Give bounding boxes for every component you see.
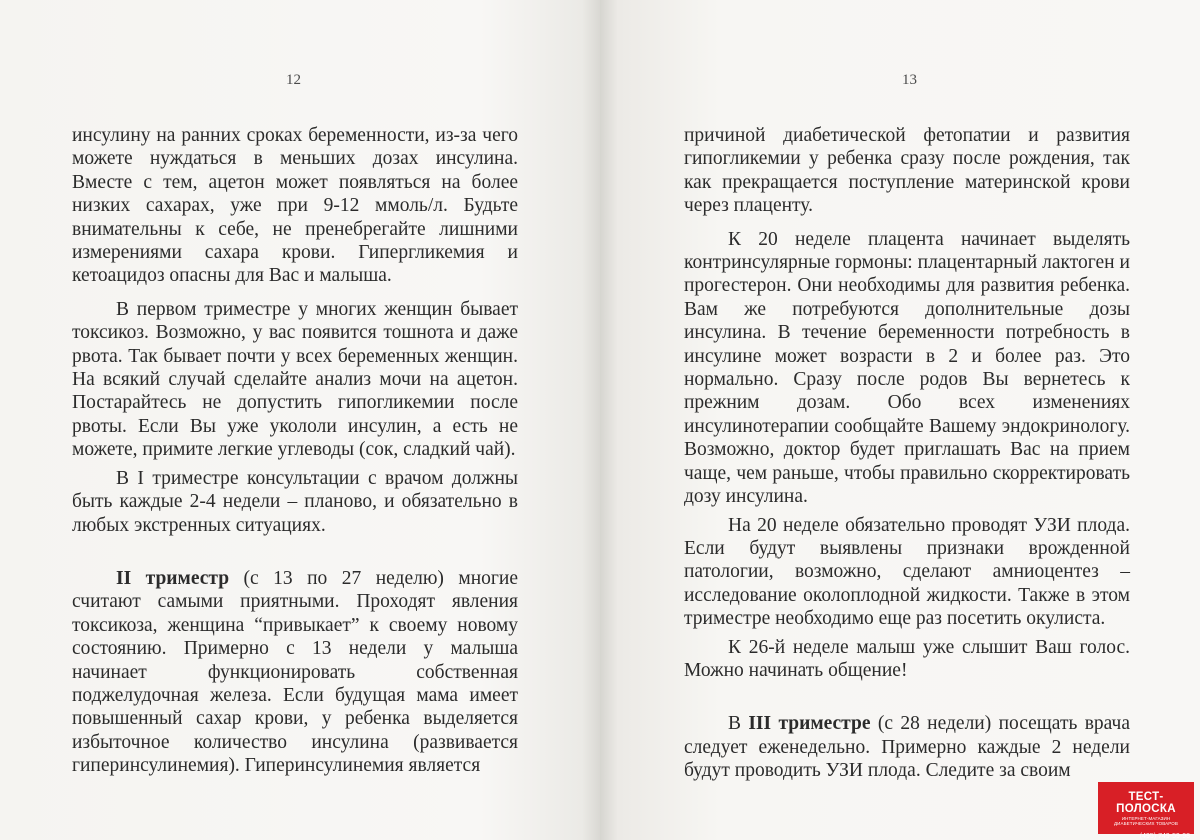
- paragraph: На 20 неделе обязательно проводят УЗИ плода. Если будут выявлены признаки врожденной патологии, возможно, сделают амниоцентез – исследование околоплодной жидкости. Также в этом триместре необходимо еще раз посетить окулиста.: [684, 514, 1130, 630]
- paragraph: В III триместре (с 28 недели) посещать врача следует еженедельно. Примерно каждые 2 недели будут проводить УЗИ плода. Следите за своим: [684, 713, 1130, 782]
- badge-title: ТЕСТ-ПОЛОСКА: [1116, 791, 1176, 815]
- right-page-text: [684, 124, 1130, 783]
- badge-subtitle: ИНТЕРНЕТ-МАГАЗИН ДИАБЕТИЧЕСКИХ ТОВАРОВ: [1114, 816, 1178, 826]
- paragraph: К 20 неделе плацента начинает выделять контринсулярные гормоны: плацентарный лактоген и прогестерон. Они необходимы для развития ребенка. Вам же потребуются дополнительные дозы инсулина. В течение беременности потребность в инсулине может возрасти в 2 и более раз. Это нормально. Сразу после родов Вы вернетесь к прежним дозам. Обо всех изменениях инсулинотерапии сообщайте Вашему эндокринологу. Возможно, доктор будет приглашать Вас на прием чаще, чем раньше, чтобы правильно скорректировать дозу инсулина.: [684, 228, 1130, 508]
- left-page-text: [72, 124, 518, 778]
- page-number-right: 13: [902, 72, 917, 88]
- store-logo-badge: [1098, 782, 1194, 840]
- page-number-left: 12: [286, 72, 301, 88]
- paragraph: В I триместре консультации с врачом должны быть каждые 2-4 недели – планово, и обязательно в любых экстренных ситуациях.: [72, 467, 518, 536]
- right-page: [600, 0, 1200, 840]
- badge-phone: (495) 749-59-98: [1139, 833, 1190, 840]
- paragraph: К 26-й неделе малыш уже слышит Ваш голос. Можно начинать общение!: [684, 636, 1130, 681]
- paragraph: инсулину на ранних сроках беременности, из-за чего можете нуждаться в меньших дозах инсулина. Вместе с тем, ацетон может появляться на более низких сахарах, уже при 9-12 ммоль/л. Будьте внимательны к себе, не пренебрегайте лишними измерениями сахара крови. Гипергликемия и кетоацидоз опасны для Вас и малыша.: [72, 125, 518, 287]
- paragraph: В первом триместре у многих женщин бывает токсикоз. Возможно, у вас появится тошнота и даже рвота. Так бывает почти у всех беременных женщин. На всякий случай сделайте анализ мочи на ацетон. Постарайтесь не допустить гипогликемии после рвоты. Если Вы уже укололи инсулин, а есть не можете, примите легкие углеводы (сок, сладкий чай).: [72, 298, 518, 461]
- paragraph: II триместр (с 13 по 27 неделю) многие считают самыми приятными. Проходят явления токсикоза, женщина “привыкает” к своему новому состоянию. Примерно с 13 недели у малыша начинает функционировать собственная поджелудочная железа. Если будущая мама имеет повышенный сахар крови, у ребенка выделяется избыточное количество инсулина (развивается гиперинсулинемия). Гиперинсулинемия является: [72, 567, 518, 777]
- heading-trimester-2: II триместр: [116, 567, 230, 589]
- heading-trimester-3: III триместре: [748, 713, 871, 735]
- paragraph: причиной диабетической фетопатии и развития гипогликемии у ребенка сразу после рождения, так как прекращается поступление материнской крови через плаценту.: [684, 125, 1130, 217]
